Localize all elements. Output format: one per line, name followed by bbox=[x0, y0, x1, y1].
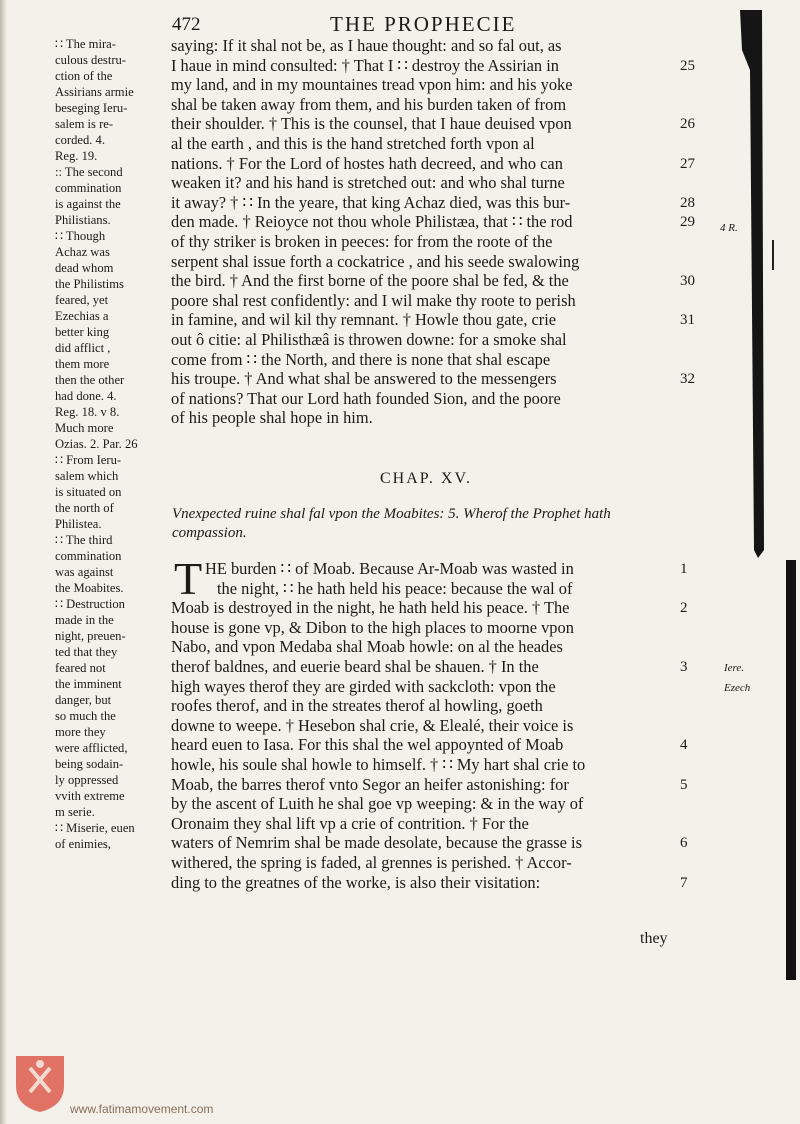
verse-number: 6 bbox=[680, 835, 688, 852]
chapter-heading: CHAP. XV. bbox=[380, 470, 472, 487]
margin-note-line: Philistea. bbox=[55, 517, 102, 531]
margin-note-line: of enimies, bbox=[55, 837, 111, 851]
text-line: Nabo, and vpon Medaba shal Moab howle: on al the heades bbox=[171, 637, 563, 657]
margin-note-line: Achaz was bbox=[55, 245, 110, 259]
text-line: his troupe. † And what shal be answered to the messengers bbox=[171, 369, 557, 389]
text-line: poore shal rest confidently: and I wil make thy roote to perish bbox=[171, 290, 576, 310]
text-line: weaken it? and his hand is stretched out: and who shal turne bbox=[171, 173, 565, 193]
margin-note-line: culous destru- bbox=[55, 53, 126, 67]
text-line: I haue in mind consulted: † That I ∷ destroy the Assirian in bbox=[171, 55, 559, 75]
margin-notes bbox=[55, 36, 173, 852]
margin-note-line: salem which bbox=[55, 469, 119, 483]
margin-note-line: ∷ Miserie, euen bbox=[55, 821, 135, 835]
verse-number: 2 bbox=[680, 600, 688, 617]
text-line: my land, and in my mountaines tread vpon him: and his yoke bbox=[171, 75, 573, 95]
text-line: nations. † For the Lord of hostes hath decreed, and who can bbox=[171, 153, 563, 173]
text-line: den made. † Reioyce not thou whole Philistæa, that ∷ the rod bbox=[171, 212, 573, 232]
margin-note-line: better king bbox=[55, 325, 110, 339]
margin-note-line: is against the bbox=[55, 197, 121, 211]
margin-note-line: feared not bbox=[55, 661, 106, 675]
verse-number: 3 bbox=[680, 659, 688, 675]
text-line: al the earth , and this is the hand stretched forth vpon al bbox=[171, 133, 535, 153]
text-line: waters of Nemrim shal be made desolate, because the grasse is bbox=[171, 833, 582, 853]
margin-note-line: ction of the bbox=[55, 69, 113, 83]
verse-number: 32 bbox=[680, 371, 695, 388]
text-line: the bird. † And the first borne of the poore shal be fed, & the bbox=[171, 271, 569, 291]
margin-note-line: made in the bbox=[55, 613, 114, 627]
text-line: saying: If it shal not be, as I haue thought: and so fal out, as bbox=[171, 36, 562, 55]
margin-note-line: Philistians. bbox=[55, 213, 111, 227]
shield-logo-icon bbox=[12, 1052, 68, 1114]
verse-numbers-top bbox=[680, 36, 710, 456]
margin-note-line: ted that they bbox=[55, 645, 118, 659]
margin-note-line: salem is re- bbox=[55, 117, 114, 131]
margin-note-line: ly oppressed bbox=[55, 773, 119, 787]
text-line: HE burden ∷ of Moab. Because Ar-Moab was wasted in bbox=[205, 559, 574, 578]
margin-note-line: night, preuen- bbox=[55, 629, 126, 643]
margin-note-line: being sodain- bbox=[55, 757, 124, 771]
argument-line: compassion. bbox=[172, 525, 247, 541]
margin-note-line: the Moabites. bbox=[55, 581, 124, 595]
text-line: Moab is destroyed in the night, he hath held his peace. † The bbox=[171, 598, 570, 618]
text-line: of thy striker is broken in peeces: for from the roote of the bbox=[171, 231, 553, 251]
text-line: roofes therof, and in the streates therof al howling, goeth bbox=[171, 696, 543, 716]
text-line: withered, the spring is faded, al grennes is perished. † Accor- bbox=[171, 852, 572, 872]
text-line: come from ∷ the North, and there is none that shal escape bbox=[171, 349, 551, 369]
margin-note-line: corded. 4. bbox=[55, 133, 106, 147]
text-line: serpent shal issue forth a cockatrice , and his seede swalowing bbox=[171, 251, 580, 271]
margin-note-line: then the other bbox=[55, 373, 125, 387]
text-line: therof baldnes, and euerie beard shal be shauen. † In the bbox=[171, 656, 539, 676]
verse-number: 28 bbox=[680, 194, 695, 211]
margin-note-line: :: The second bbox=[55, 165, 123, 179]
verse-number: 25 bbox=[680, 57, 695, 74]
text-line: house is gone vp, & Dibon to the high places to moorne vpon bbox=[171, 617, 574, 637]
margin-note-line: beseging Ieru- bbox=[55, 101, 128, 115]
margin-note-line: the imminent bbox=[55, 677, 122, 691]
verse-number: 7 bbox=[680, 874, 688, 891]
text-line: Moab, the barres therof vnto Segor an heifer astonishing: for bbox=[171, 774, 569, 794]
verse-number: 26 bbox=[680, 116, 695, 133]
margin-note-line: were afflicted, bbox=[55, 741, 128, 755]
margin-reference: Iere. bbox=[724, 662, 745, 674]
margin-note-line: is situated on bbox=[55, 485, 122, 499]
verse-number: 4 bbox=[680, 737, 688, 754]
prophecy-text-bottom bbox=[171, 559, 691, 892]
margin-note-line: had done. 4. bbox=[55, 389, 117, 403]
margin-note-line: Much more bbox=[55, 421, 114, 435]
text-line: shal be taken away from them, and his burden taken of from bbox=[171, 94, 567, 114]
margin-note-line: the Philistims bbox=[55, 277, 124, 291]
binding-shadow-lower bbox=[786, 560, 796, 980]
text-line: downe to weepe. † Hesebon shal crie, & Elealé, their voice is bbox=[171, 715, 574, 735]
margin-note-line: Reg. 19. bbox=[55, 149, 98, 163]
column-rule bbox=[772, 240, 774, 270]
margin-note-line: Reg. 18. v 8. bbox=[55, 405, 120, 419]
prophecy-text-top bbox=[171, 36, 691, 428]
margin-note-line: ∷ Destruction bbox=[55, 597, 125, 611]
text-line: it away? † ∷ In the yeare, that king Achaz died, was this bur- bbox=[171, 192, 571, 212]
running-title: THE PROPHECIE bbox=[330, 12, 517, 36]
text-line: howle, his soule shal howle to himself. † ∷ My hart shal crie to bbox=[171, 754, 586, 774]
margin-note-line: Assirians armie bbox=[55, 85, 134, 99]
margin-note-line: ∷ Though bbox=[55, 229, 106, 243]
margin-note-line: the north of bbox=[55, 501, 114, 515]
verse-number: 31 bbox=[680, 312, 695, 329]
binding-shadow bbox=[736, 10, 770, 558]
argument-line: Vnexpected ruine shal fal vpon the Moabites: 5. Wherof the Prophet hath bbox=[172, 506, 611, 522]
margin-note-line: commination bbox=[55, 181, 122, 195]
margin-note-line: dead whom bbox=[55, 261, 114, 275]
text-line: the night, ∷ he hath held his peace: because the wal of bbox=[217, 578, 573, 598]
text-line: of nations? That our Lord hath founded Sion, and the poore bbox=[171, 388, 561, 408]
footer-url: www.fatimamovement.com bbox=[70, 1102, 214, 1116]
margin-note-line: ∷ From Ieru- bbox=[55, 453, 122, 467]
chapter-argument bbox=[172, 505, 732, 543]
catchword: they bbox=[640, 930, 668, 947]
text-line: their shoulder. † This is the counsel, that I haue deuised vpon bbox=[171, 114, 572, 134]
verse-number: 5 bbox=[680, 776, 688, 793]
page-number: 472 bbox=[172, 14, 201, 35]
margin-note-line: commination bbox=[55, 549, 122, 563]
verse-number: 30 bbox=[680, 273, 695, 290]
text-line: Oronaim they shal lift vp a crie of contrition. † For the bbox=[171, 813, 529, 833]
margin-note-line: m serie. bbox=[55, 805, 95, 819]
verse-number: 27 bbox=[680, 155, 695, 172]
margin-note-line: danger, but bbox=[55, 693, 112, 707]
text-line: out ô citie: al Philisthæâ is throwen downe: for a smoke shal bbox=[171, 329, 567, 349]
margin-note-line: Ozias. 2. Par. 26 bbox=[55, 437, 138, 451]
margin-note-line: ∷ The mira- bbox=[55, 37, 116, 51]
text-line: by the ascent of Luith he shal goe vp weeping: & in the way of bbox=[171, 794, 584, 814]
margin-note-line: was against bbox=[55, 565, 114, 579]
margin-note-line: ∷ The third bbox=[55, 533, 113, 547]
verse-number: 1 bbox=[680, 561, 688, 577]
text-line: high wayes therof they are girded with sackcloth: vpon the bbox=[171, 676, 556, 696]
verse-number: 29 bbox=[680, 214, 695, 231]
drop-capital: T bbox=[174, 553, 203, 604]
margin-note-line: more they bbox=[55, 725, 106, 739]
page-edge-shadow bbox=[0, 0, 7, 1124]
text-line: of his people shal hope in him. bbox=[171, 408, 373, 428]
margin-reference: 4 R. bbox=[720, 222, 738, 234]
text-line: heard euen to Iasa. For this shal the wel appoynted of Moab bbox=[171, 735, 564, 755]
margin-note-line: so much the bbox=[55, 709, 116, 723]
text-line: ding to the greatnes of the worke, is also their visitation: bbox=[171, 872, 541, 892]
margin-note-line: Ezechias a bbox=[55, 309, 109, 323]
margin-note-line: vvith extreme bbox=[55, 789, 125, 803]
text-line: in famine, and wil kil thy remnant. † Howle thou gate, crie bbox=[171, 310, 557, 330]
margin-note-line: feared, yet bbox=[55, 293, 109, 307]
verse-numbers-bottom bbox=[680, 559, 710, 919]
margin-reference: Ezech bbox=[724, 682, 751, 694]
margin-note-line: did afflict , bbox=[55, 341, 111, 355]
margin-note-line: them more bbox=[55, 357, 110, 371]
